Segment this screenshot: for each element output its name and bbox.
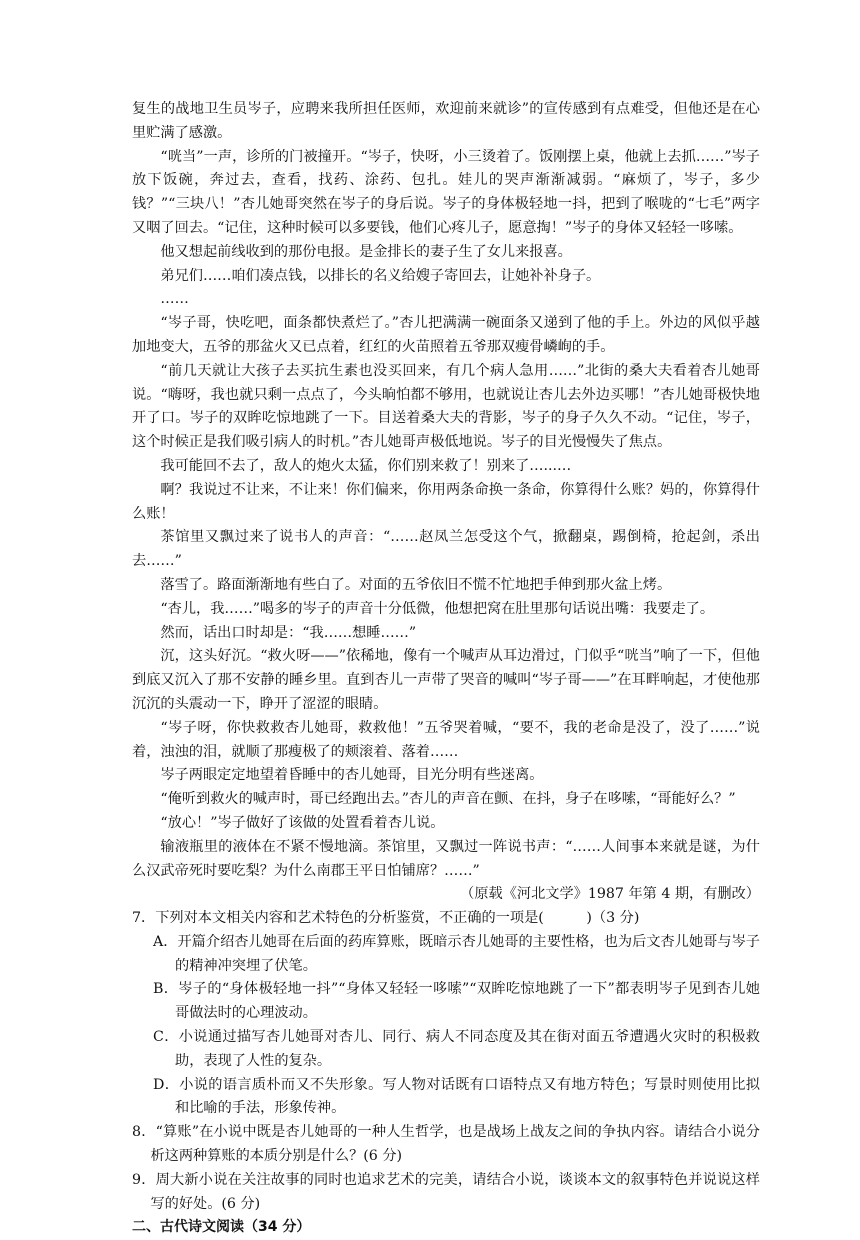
question-stem: 9．周大新小说在关注故事的同时也追求艺术的完美，请结合小说，谈谈本文的叙事特色并说说这样写的好处。(6 分)	[132, 1171, 760, 1212]
story-paragraph: “俺听到救火的喊声时，哥已经跑出去。”杏儿的声音在颤、在抖，身子在哆嗦，“哥能好么？”	[160, 791, 736, 808]
question-stem: 7．下列对本文相关内容和艺术特色的分析鉴赏，不正确的一项是( )（3 分)	[132, 910, 640, 927]
option-d: D．小说的语言质朴而又不失形象。写人物对话既有口语特点又有地方特色；写景时则使用比拟和比喻的手法，形象传神。	[153, 1076, 760, 1117]
story-paragraph: 啊？我说过不让来，不让来！你们偏来，你用两条命换一条命，你算得什么账？妈的，你算得什么账！	[132, 481, 760, 522]
story-paragraph: “咣当”一声，诊所的门被撞开。“岑子，快呀，小三烫着了。饭刚摆上桌，他就上去抓……”岑子放下饭碗，奔过去，查看，找药、涂药、包扎。娃儿的哭声渐渐减弱。“麻烦了，岑子，多少钱？”“三块八！”杏儿她哥突然在岑子的身后说。岑子的身体极轻地一抖，把到了喉咙的“七毛”两字又咽了回去。“记住，这种时候可以多要钱，他们心疼儿子，愿意掏！”岑子的身体又轻轻一哆嗦。	[132, 148, 760, 236]
story-body	[132, 98, 760, 907]
story-paragraph: “放心！”岑子做好了该做的处置看着杏儿说。	[160, 814, 445, 831]
story-paragraph: 我可能回不去了，敌人的炮火太猛，你们别来救了！别来了…...…	[160, 457, 572, 474]
story-paragraph: 然而，话出口时却是：“我……想睡……”	[160, 624, 417, 641]
story-paragraph: 他又想起前线收到的那份电报。是金排长的妻子生了女儿来报喜。	[160, 243, 572, 260]
question-8	[132, 1121, 760, 1169]
story-paragraph: 输液瓶里的液体在不紧不慢地滴。茶馆里，又飘过一阵说书声：“……人间事本来就是谜，为什么汉武帝死时要吃梨？为什么南郡王平日怕铺席？……”	[132, 838, 760, 879]
story-paragraph: “岑子呀，你快救救杏儿她哥，救救他！”五爷哭着喊，“要不，我的老命是没了，没了……”说着，浊浊的泪，就顺了那瘦极了的颊滚着、落着……	[132, 719, 760, 760]
story-paragraph: “前几天就让大孩子去买抗生素也没买回来，有几个病人急用……”北街的桑大夫看着杏儿她哥说。“嗨呀，我也就只剩一点点了，今头晌怕都不够用，也就说让杏儿去外边买哪！”杏儿她哥极快地开了口。岑子的双眸吃惊地跳了一下。目送着桑大夫的背影，岑子的身子久久不动。“记住，岑子，这个时候正是我们吸引病人的时机。”杏儿她哥声极低地说。岑子的目光慢慢失了焦点。	[132, 362, 760, 451]
story-paragraph: 岑子两眼定定地望着昏睡中的杏儿她哥，目光分明有些迷离。	[160, 767, 544, 784]
story-paragraph: 沉，这头好沉。“救火呀——”依稀地，像有一个喊声从耳边滑过，门似乎“咣当”响了一下，但他到底又沉入了那不安静的睡乡里。直到杏儿一声带了哭音的喊叫“岑子哥——”在耳畔响起，才使他那沉沉的头震动一下，睁开了涩涩的眼睛。	[132, 648, 760, 712]
question-9	[132, 1169, 760, 1217]
questions	[132, 907, 760, 1216]
story-paragraph: “杏儿，我……”喝多的岑子的声音十分低微，他想把窝在肚里那句话说出嘴：我要走了。	[160, 600, 715, 617]
option-c: C．小说通过描写杏儿她哥对杏儿、同行、病人不同态度及其在街对面五爷遭遇火灾时的积极救助，表现了人性的复杂。	[153, 1029, 760, 1069]
story-paragraph: “岑子哥，快吃吧，面条都快煮烂了。”杏儿把满满一碗面条又递到了他的手上。外边的风似乎越加地变大，五爷的那盆火又已点着，红红的火苗照着五爷那双瘦骨嶙峋的手。	[132, 315, 760, 355]
question-stem: 8．“算账”在小说中既是杏儿她哥的一种人生哲学，也是战场上战友之间的争执内容。请结合小说分析这两种算账的本质分别是什么？(6 分)	[132, 1124, 760, 1165]
option-a: A．开篇介绍杏儿她哥在后面的药库算账，既暗示杏儿她哥的主要性格，也为后文杏儿她哥与岑子的精神冲突埋了伏笔。	[153, 933, 760, 974]
source-citation: （原载《河北文学》1987 年第 4 期，有删改）	[460, 886, 760, 903]
question-7	[132, 907, 760, 1121]
story-ellipsis: ……	[160, 291, 189, 308]
story-paragraph: 复生的战地卫生员岑子，应聘来我所担任医师，欢迎前来就诊”的宣传感到有点难受，但他还是在心里贮满了感激。	[132, 101, 760, 141]
story-paragraph: 茶馆里又飘过来了说书人的声音：“……赵凤兰怎受这个气，掀翻桌，踢倒椅，抢起剑，杀出去……”	[132, 529, 760, 570]
section-heading: 二、古代诗文阅读（34 分）	[132, 1219, 311, 1236]
story-paragraph: 落雪了。路面渐渐地有些白了。对面的五爷依旧不慌不忙地把手伸到那火盆上烤。	[160, 576, 672, 593]
story-paragraph: 弟兄们……咱们凑点钱，以排长的名义给嫂子寄回去，让她补补身子。	[160, 267, 601, 284]
option-b: B．岑子的“身体极轻地一抖”“身体又轻轻一哆嗦”“双眸吃惊地跳了一下”都表明岑子见到杏儿她哥做法时的心理波动。	[153, 981, 760, 1022]
